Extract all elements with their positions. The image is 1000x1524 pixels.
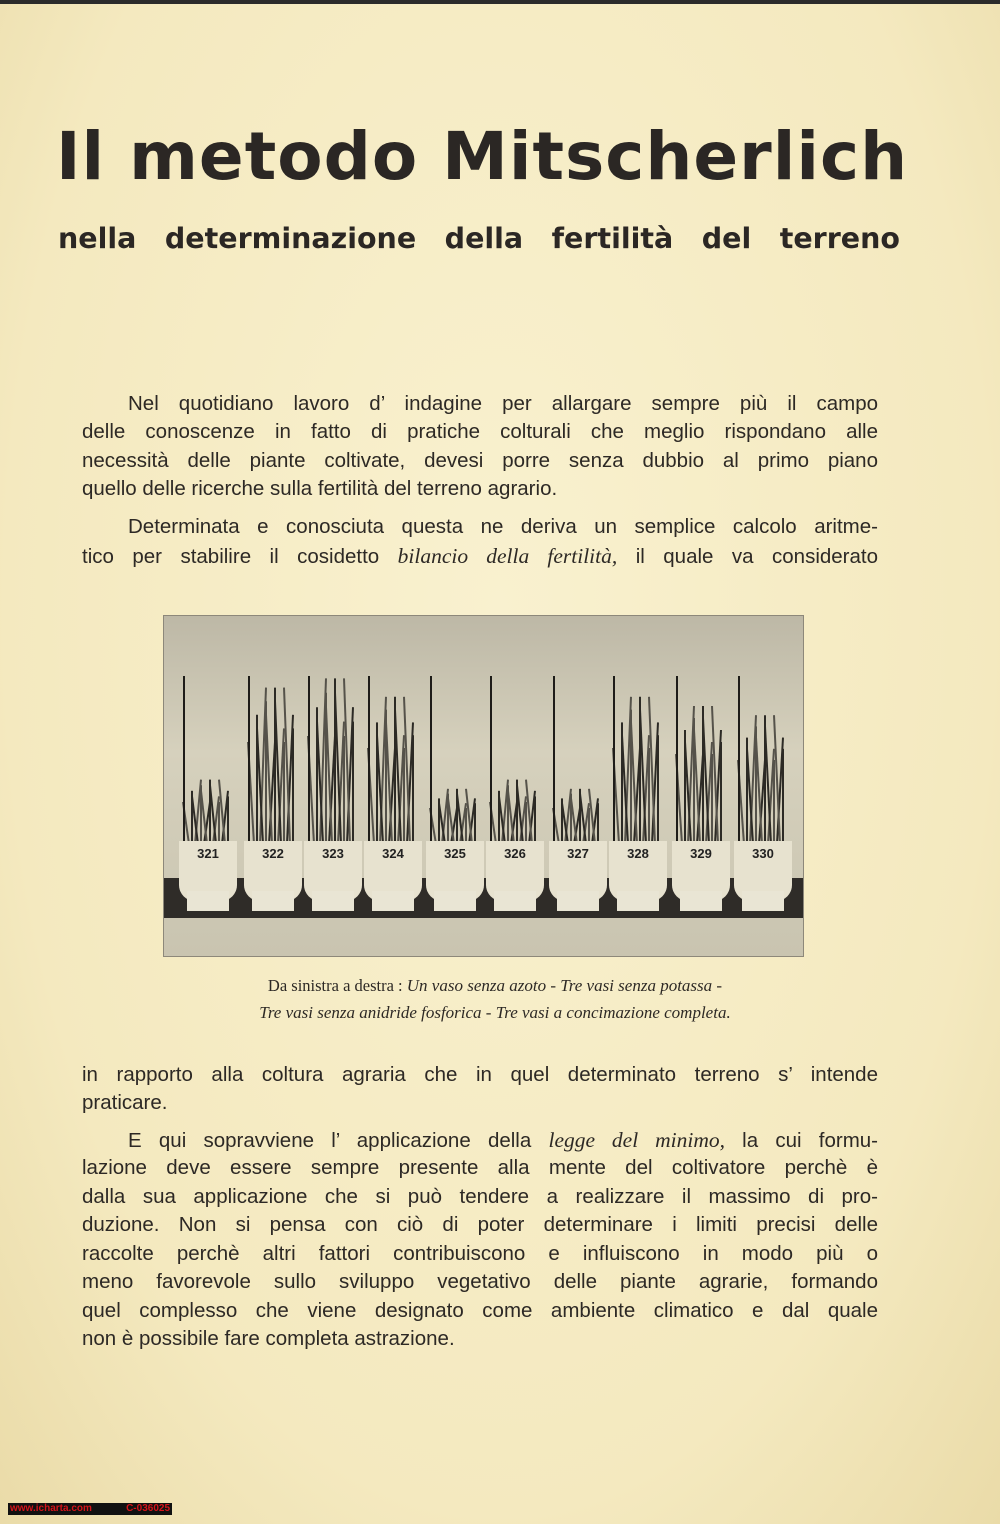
text-segment: quel complesso che viene designato come ambiente climatico e dal quale bbox=[82, 1299, 878, 1322]
caption-italic-1: Un vaso senza azoto - Tre vasi senza potassa - bbox=[406, 976, 723, 995]
text-segment: il quale va considerato bbox=[617, 545, 878, 568]
pot-number: 323 bbox=[322, 846, 344, 861]
italic-term: bilancio della fertilità, bbox=[397, 544, 618, 568]
text-line bbox=[82, 1270, 878, 1294]
page-subtitle: nella determinazione della fertilità del terreno bbox=[58, 222, 900, 255]
text-line bbox=[128, 392, 878, 416]
text-segment: lazione deve essere sempre presente alla mente del coltivatore perchè è bbox=[82, 1156, 878, 1179]
watermark-site: www.icharta.com bbox=[10, 1503, 92, 1514]
text-segment: quello delle ricerche sulla fertilità del terreno agrario. bbox=[82, 477, 558, 500]
pot-number: 324 bbox=[382, 846, 404, 861]
pot-number: 326 bbox=[504, 846, 526, 861]
top-border bbox=[0, 0, 1000, 4]
text-line bbox=[82, 420, 878, 444]
text-line bbox=[82, 1063, 878, 1087]
pot-label-card bbox=[742, 891, 784, 911]
caption-line-2 bbox=[150, 1003, 840, 1023]
pot-label-card bbox=[252, 891, 294, 911]
text-segment: necessità delle piante coltivate, devesi porre senza dubbio al primo piano bbox=[82, 449, 878, 472]
pot-label-card bbox=[434, 891, 476, 911]
pot-number: 328 bbox=[627, 846, 649, 861]
text-segment: dalla sua applicazione che si può tendere a realizzare il massimo di pro- bbox=[82, 1185, 878, 1208]
text-line bbox=[82, 1091, 167, 1115]
watermark-code: C-036025 bbox=[126, 1503, 170, 1514]
text-line bbox=[82, 1156, 878, 1180]
text-line bbox=[128, 1128, 878, 1153]
text-segment: delle conoscenze in fatto di pratiche colturali che meglio rispondano alle bbox=[82, 420, 878, 443]
text-segment: tico per stabilire il cosidetto bbox=[82, 545, 398, 568]
text-line bbox=[128, 515, 878, 539]
pot-label-card bbox=[187, 891, 229, 911]
text-segment: duzione. Non si pensa con ciò di poter determinare i limiti precisi delle bbox=[82, 1213, 878, 1236]
text-line bbox=[82, 1185, 878, 1209]
text-line bbox=[82, 1299, 878, 1323]
pot-label-card bbox=[372, 891, 414, 911]
pot-label-card bbox=[617, 891, 659, 911]
pot-label-card bbox=[680, 891, 722, 911]
pot-number: 329 bbox=[690, 846, 712, 861]
text-segment: Nel quotidiano lavoro d’ indagine per allargare sempre più il campo bbox=[128, 392, 878, 415]
page-title: Il metodo Mitscherlich bbox=[56, 118, 909, 195]
text-line bbox=[82, 477, 557, 501]
text-segment: E qui sopravviene l’ applicazione della bbox=[128, 1129, 549, 1152]
text-line bbox=[82, 1327, 455, 1351]
text-line bbox=[82, 449, 878, 473]
caption-line-1 bbox=[150, 976, 840, 996]
caption-prefix: Da sinistra a destra : bbox=[267, 976, 407, 995]
text-segment: non è possibile fare completa astrazione. bbox=[82, 1327, 455, 1350]
pot-number: 330 bbox=[752, 846, 774, 861]
pot-label-card bbox=[494, 891, 536, 911]
text-line bbox=[82, 1213, 878, 1237]
experiment-photo bbox=[163, 615, 804, 957]
text-segment: raccolte perchè altri fattori contribuiscono e influiscono in modo più o bbox=[82, 1242, 878, 1265]
pot-number: 325 bbox=[444, 846, 466, 861]
text-segment: praticare. bbox=[82, 1091, 168, 1114]
text-line bbox=[82, 1242, 878, 1266]
pot-number: 322 bbox=[262, 846, 284, 861]
pot-label-card bbox=[557, 891, 599, 911]
watermark-bar bbox=[8, 1503, 172, 1515]
pot-label-card bbox=[312, 891, 354, 911]
pot-number: 327 bbox=[567, 846, 589, 861]
italic-term: legge del minimo, bbox=[548, 1128, 725, 1152]
text-segment: Determinata e conosciuta questa ne deriva un semplice calcolo aritme- bbox=[128, 515, 878, 538]
text-segment: la cui formu- bbox=[724, 1129, 878, 1152]
text-line bbox=[82, 544, 878, 569]
caption-italic-2: Tre vasi senza anidride fosforica - Tre vasi a concimazione completa. bbox=[259, 1003, 731, 1022]
pot-number: 321 bbox=[197, 846, 219, 861]
text-segment: in rapporto alla coltura agraria che in quel determinato terreno s’ intende bbox=[82, 1063, 878, 1086]
text-segment: meno favorevole sullo sviluppo vegetativo delle piante agrarie, formando bbox=[82, 1270, 878, 1293]
